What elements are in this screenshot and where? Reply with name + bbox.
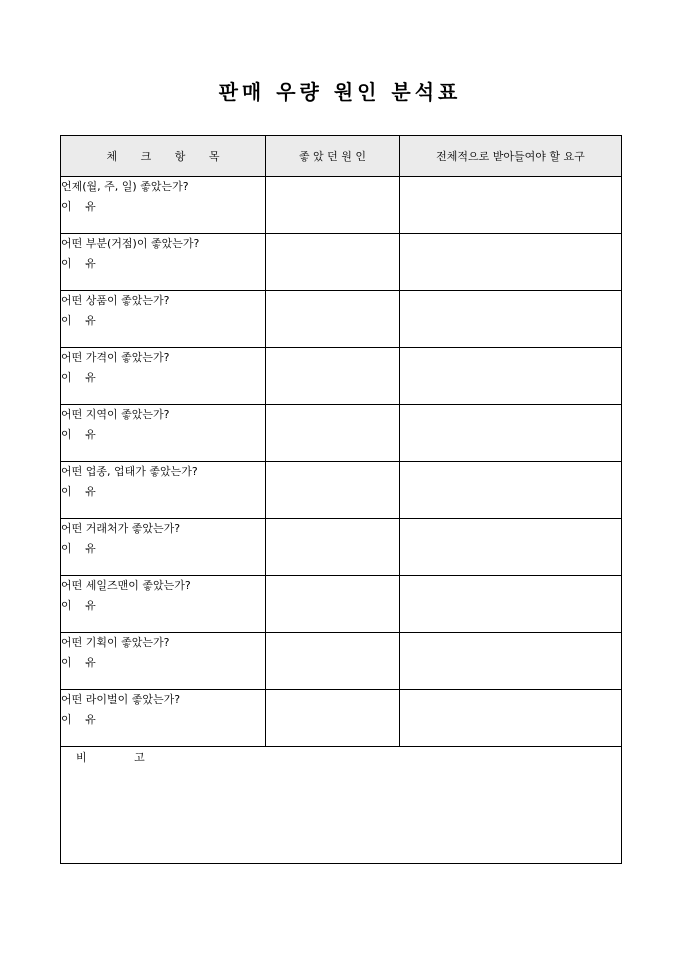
check-item-question: 어떤 기획이 좋았는가?: [61, 636, 170, 649]
table-row: [61, 348, 622, 405]
check-item-cell: [61, 291, 266, 348]
requirements-cell[interactable]: [400, 348, 622, 405]
check-item-cell: [61, 519, 266, 576]
table-row: [61, 291, 622, 348]
good-cause-cell[interactable]: [266, 177, 400, 234]
good-cause-cell[interactable]: [266, 291, 400, 348]
good-cause-cell[interactable]: [266, 576, 400, 633]
good-cause-cell[interactable]: [266, 519, 400, 576]
check-item-cell: [61, 633, 266, 690]
table-row: [61, 519, 622, 576]
reason-label: 이 유: [61, 314, 101, 327]
reason-label: 이 유: [61, 542, 101, 555]
table-row: [61, 633, 622, 690]
reason-label: 이 유: [61, 200, 101, 213]
check-item-cell: [61, 405, 266, 462]
table-row: [61, 177, 622, 234]
good-cause-cell[interactable]: [266, 462, 400, 519]
reason-label: 이 유: [61, 713, 101, 726]
check-item-question: 어떤 라이벌이 좋았는가?: [61, 693, 181, 706]
document-title: 판매 우량 원인 분석표: [218, 80, 462, 104]
remark-label: 비 고: [76, 751, 167, 764]
requirements-cell[interactable]: [400, 462, 622, 519]
check-item-cell: [61, 576, 266, 633]
reason-label: 이 유: [61, 371, 101, 384]
header-requirements: 전체적으로 받아들여야 할 요구: [400, 136, 622, 177]
requirements-cell[interactable]: [400, 291, 622, 348]
header-check-items: 체 크 항 목: [61, 136, 266, 177]
check-item-cell: [61, 348, 266, 405]
check-item-question: 어떤 지역이 좋았는가?: [61, 408, 170, 421]
remark-cell[interactable]: [61, 747, 622, 864]
requirements-cell[interactable]: [400, 633, 622, 690]
check-item-cell: [61, 234, 266, 291]
table-header-row: [61, 136, 622, 177]
table-row: [61, 690, 622, 747]
table-row: [61, 234, 622, 291]
reason-label: 이 유: [61, 656, 101, 669]
requirements-cell[interactable]: [400, 234, 622, 291]
table-row: [61, 576, 622, 633]
check-item-question: 어떤 상품이 좋았는가?: [61, 294, 170, 307]
good-cause-cell[interactable]: [266, 348, 400, 405]
good-cause-cell[interactable]: [266, 405, 400, 462]
requirements-cell[interactable]: [400, 405, 622, 462]
reason-label: 이 유: [61, 485, 101, 498]
check-item-question: 어떤 세일즈맨이 좋았는가?: [61, 579, 191, 592]
check-item-question: 어떤 업종, 업태가 좋았는가?: [61, 465, 198, 478]
reason-label: 이 유: [61, 257, 101, 270]
check-item-cell: [61, 690, 266, 747]
header-good-cause: 좋 았 던 원 인: [266, 136, 400, 177]
requirements-cell[interactable]: [400, 576, 622, 633]
reason-label: 이 유: [61, 599, 101, 612]
reason-label: 이 유: [61, 428, 101, 441]
good-cause-cell[interactable]: [266, 633, 400, 690]
check-item-question: 어떤 부분(거점)이 좋았는가?: [61, 237, 200, 250]
good-cause-cell[interactable]: [266, 690, 400, 747]
good-cause-cell[interactable]: [266, 234, 400, 291]
table-row: [61, 405, 622, 462]
analysis-table: [60, 135, 622, 864]
check-item-question: 언제(월, 주, 일) 좋았는가?: [61, 180, 189, 193]
check-item-question: 어떤 가격이 좋았는가?: [61, 351, 170, 364]
requirements-cell[interactable]: [400, 690, 622, 747]
check-item-cell: [61, 177, 266, 234]
table-row: [61, 462, 622, 519]
requirements-cell[interactable]: [400, 519, 622, 576]
check-item-cell: [61, 462, 266, 519]
check-item-question: 어떤 거래처가 좋았는가?: [61, 522, 181, 535]
remark-row: [61, 747, 622, 864]
requirements-cell[interactable]: [400, 177, 622, 234]
